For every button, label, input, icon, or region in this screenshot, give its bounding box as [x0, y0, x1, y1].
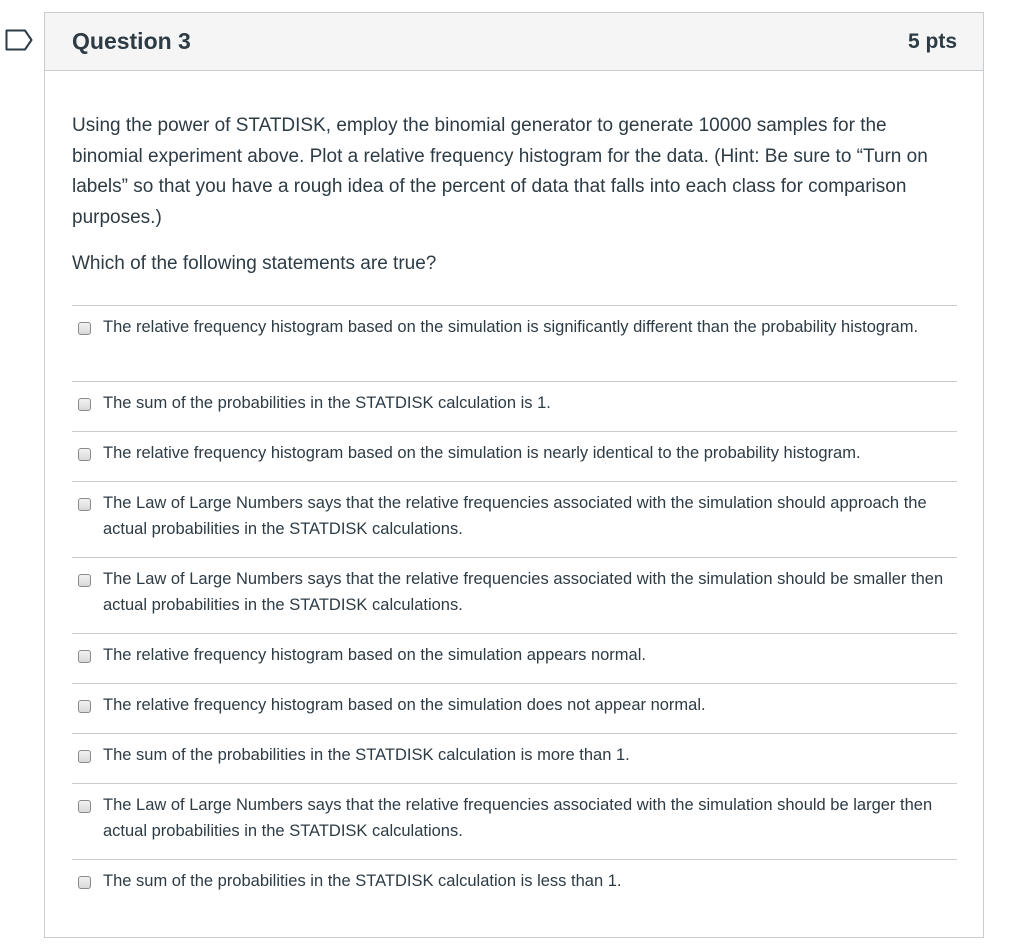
- answer-label: The sum of the probabilities in the STATDISK calculation is 1.: [103, 394, 551, 412]
- question-body: [45, 71, 983, 910]
- answer-option[interactable]: [72, 684, 957, 734]
- answer-label: The sum of the probabilities in the STATDISK calculation is more than 1.: [103, 746, 630, 764]
- answer-option[interactable]: [72, 634, 957, 684]
- question-card: [44, 12, 984, 938]
- flag-icon[interactable]: [5, 29, 33, 51]
- answer-label: The relative frequency histogram based on the simulation is significantly different than the probability histogram.: [103, 318, 919, 336]
- answer-option[interactable]: [72, 432, 957, 482]
- answer-checkbox[interactable]: [78, 398, 91, 411]
- answer-checkbox[interactable]: [78, 800, 91, 813]
- answer-checkbox[interactable]: [78, 448, 91, 461]
- question-points: 5 pts: [907, 29, 957, 53]
- answer-checkbox[interactable]: [78, 574, 91, 587]
- answer-list: [72, 305, 957, 910]
- answer-option[interactable]: [72, 860, 957, 910]
- answer-checkbox[interactable]: [78, 750, 91, 763]
- answer-label: The relative frequency histogram based on the simulation is nearly identical to the probability histogram.: [103, 444, 861, 462]
- question-header: [45, 13, 983, 71]
- answer-option[interactable]: [72, 306, 957, 382]
- answer-label: The sum of the probabilities in the STATDISK calculation is less than 1.: [103, 872, 622, 890]
- answer-checkbox[interactable]: [78, 700, 91, 713]
- answer-label: The relative frequency histogram based on the simulation appears normal.: [103, 646, 646, 664]
- answer-option[interactable]: [72, 382, 957, 432]
- answer-checkbox[interactable]: [78, 876, 91, 889]
- answer-label: The Law of Large Numbers says that the relative frequencies associated with the simulation should be smaller then actual probabilities in the STATDISK calculations.: [103, 570, 944, 614]
- answer-option[interactable]: [72, 482, 957, 558]
- answer-label: The Law of Large Numbers says that the relative frequencies associated with the simulation should be larger then actual probabilities in the STATDISK calculations.: [103, 796, 933, 840]
- answer-option[interactable]: [72, 558, 957, 634]
- answer-checkbox[interactable]: [78, 498, 91, 511]
- answer-checkbox[interactable]: [78, 650, 91, 663]
- answer-option[interactable]: [72, 734, 957, 784]
- question-title: Question 3: [72, 28, 191, 54]
- answer-option[interactable]: [72, 784, 957, 860]
- answer-label: The relative frequency histogram based on the simulation does not appear normal.: [103, 696, 706, 714]
- answer-checkbox[interactable]: [78, 322, 91, 335]
- question-prompt: Which of the following statements are true?: [72, 253, 437, 274]
- question-text: Using the power of STATDISK, employ the binomial generator to generate 10000 samples for the binomial experiment above. Plot a relative frequency histogram for the data. (Hint: Be sure to “Turn on labels” so that you have a rough idea of the percent of data that falls into each class for comparison purposes.): [72, 115, 928, 228]
- answer-label: The Law of Large Numbers says that the relative frequencies associated with the simulation should approach the actual probabilities in the STATDISK calculations.: [103, 494, 927, 538]
